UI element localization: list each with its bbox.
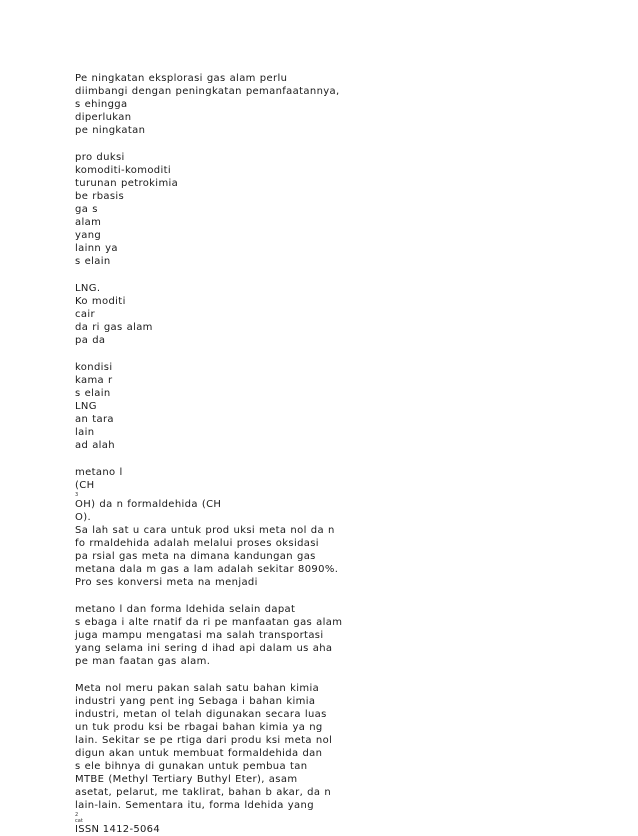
document-page — [75, 72, 375, 836]
text-line: metano l dan forma ldehida selain dapat — [75, 604, 296, 615]
text-line: pe man faatan gas alam. — [75, 656, 211, 667]
text-line: be rbasis — [75, 191, 125, 202]
text-line: LNG — [75, 401, 97, 412]
text-line: Meta nol meru pakan salah satu bahan kimia — [75, 683, 320, 694]
text-line: s elain — [75, 256, 111, 267]
text-line: Sa lah sat u cara untuk prod uksi meta nol da n — [75, 525, 335, 536]
text-line: kama r — [75, 375, 113, 386]
spacer — [75, 347, 375, 361]
text-line: lain-lain. Sementara itu, forma ldehida yang — [75, 800, 314, 811]
text-line: turunan petrokimia — [75, 178, 179, 189]
text-line: pro duksi — [75, 152, 125, 163]
text-line: s ehingga — [75, 99, 128, 110]
spacer — [75, 452, 375, 466]
paragraph-1 — [75, 603, 375, 668]
text-line: lain — [75, 427, 95, 438]
text-line: OH) da n formaldehida (CH — [75, 499, 222, 510]
spacer — [75, 137, 375, 151]
text-line: (CH — [75, 480, 95, 491]
text-line: komoditi-komoditi — [75, 165, 172, 176]
metanol-block — [75, 466, 375, 589]
kondisi-block — [75, 361, 375, 452]
text-line: Pro ses konversi meta na menjadi — [75, 577, 258, 588]
text-line: s ele bihnya di gunakan untuk pembua tan — [75, 761, 308, 772]
text-line: yang — [75, 230, 102, 241]
text-line: da ri gas alam — [75, 322, 153, 333]
text-line: pa rsial gas meta na dimana kandungan gas — [75, 551, 316, 562]
text-line: ga s — [75, 204, 98, 215]
text-line: Pe ningkatan eksplorasi gas alam perlu — [75, 73, 288, 84]
lng-block — [75, 282, 375, 347]
text-line: alam — [75, 217, 102, 228]
text-line: pe ningkatan — [75, 125, 146, 136]
text-line: fo rmaldehida adalah melalui proses oksidasi — [75, 538, 319, 549]
text-line: Ko moditi — [75, 296, 126, 307]
text-line: lain. Sekitar se pe rtiga dari produ ksi meta nol — [75, 735, 333, 746]
text-line: juga mampu mengatasi ma salah transportasi — [75, 630, 324, 641]
text-line: kondisi — [75, 362, 113, 373]
text-line: diimbangi dengan peningkatan pemanfaatannya, — [75, 86, 340, 97]
spacer — [75, 268, 375, 282]
text-line: cair — [75, 309, 95, 320]
text-line: an tara — [75, 414, 114, 425]
text-line: MTBE (Methyl Tertiary Buthyl Eter), asam — [75, 774, 298, 785]
intro-block — [75, 72, 375, 137]
footnote-number: 2 — [75, 812, 79, 818]
subscript-number: 3 — [75, 492, 79, 498]
text-line: O). — [75, 512, 92, 523]
text-line: ad alah — [75, 440, 115, 451]
text-line: digun akan untuk membuat formaldehida dan — [75, 748, 323, 759]
text-line: metana dala m gas a lam adalah sekitar 8090%. — [75, 564, 339, 575]
text-line: asetat, pelarut, me taklirat, bahan b akar, da n — [75, 787, 332, 798]
paragraph-2 — [75, 682, 375, 812]
text-line: lainn ya — [75, 243, 118, 254]
footer — [75, 812, 375, 836]
spacer — [75, 589, 375, 603]
text-line: LNG. — [75, 283, 101, 294]
issn-label: ISSN 1412-5064 — [75, 824, 161, 835]
text-line: s ebaga i alte rnatif da ri pe manfaatan gas alam — [75, 617, 343, 628]
text-line: yang selama ini sering d ihad api dalam us aha — [75, 643, 333, 654]
text-line: industri, metan ol telah digunakan secara luas — [75, 709, 327, 720]
text-line: un tuk produ ksi be rbagai bahan kimia ya ng — [75, 722, 323, 733]
text-line: diperlukan — [75, 112, 132, 123]
text-line: s elain — [75, 388, 111, 399]
text-line: industri yang pent ing Sebaga i bahan kimia — [75, 696, 316, 707]
text-line: metano l — [75, 467, 123, 478]
spacer — [75, 668, 375, 682]
text-line: pa da — [75, 335, 106, 346]
footnote-label: cat — [75, 818, 83, 824]
produksi-block — [75, 151, 375, 268]
